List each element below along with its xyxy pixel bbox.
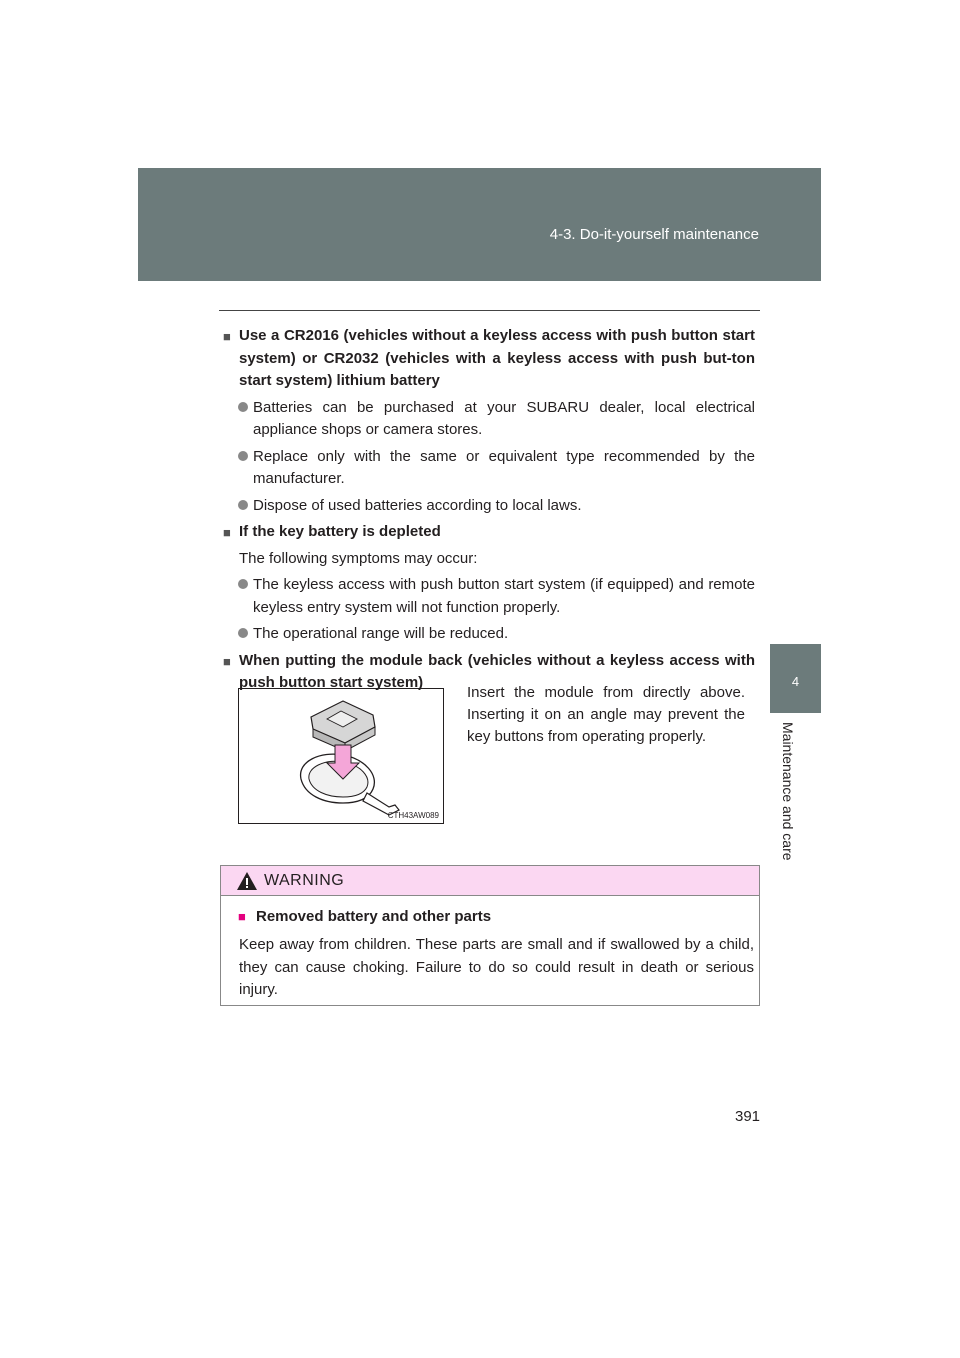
bullet-list — [222, 397, 755, 518]
bullet-dot-icon — [238, 579, 248, 589]
page-number: 391 — [735, 1108, 761, 1125]
section-heading — [222, 325, 755, 393]
list-item-text: Replace only with the same or equivalent type recommended by the manufacturer. — [253, 447, 755, 487]
chapter-label: Maintenance and care — [780, 722, 796, 861]
warning-header — [221, 866, 759, 896]
section-heading-text: If the key battery is depleted — [239, 523, 441, 540]
chapter-tab — [770, 644, 821, 713]
section-title: 4-3. Do-it-yourself maintenance — [549, 226, 759, 243]
square-bullet-icon: ■ — [223, 525, 231, 540]
square-bullet-icon: ■ — [223, 329, 231, 344]
figure-caption: Insert the module from directly above. Inserting it on an angle may prevent the key buttons from operating properly. — [467, 684, 745, 745]
warning-box — [220, 865, 760, 1006]
warning-subheading — [238, 908, 491, 925]
chapter-number: 4 — [791, 674, 800, 689]
warning-triangle-icon — [236, 871, 258, 891]
list-item-text: Dispose of used batteries according to local laws. — [253, 496, 582, 514]
list-item — [222, 495, 755, 518]
key-insert-diagram — [239, 689, 444, 824]
list-item — [222, 623, 755, 646]
bullet-dot-icon — [238, 500, 248, 510]
content — [222, 325, 755, 695]
section-heading-text: When putting the module back (vehicles without a keyless access with push button start system) — [239, 651, 755, 691]
list-item — [222, 397, 755, 442]
section-heading — [222, 521, 755, 544]
square-bullet-icon: ■ — [223, 653, 231, 669]
list-item-text: The operational range will be reduced. — [253, 625, 509, 642]
bullet-dot-icon — [238, 628, 248, 638]
key-module-illustration — [238, 688, 444, 824]
warning-subheading-text: Removed battery and other parts — [256, 908, 492, 925]
list-item-text: The keyless access with push button start system (if equipped) and remote keyless entry system will not function properly. — [253, 576, 755, 616]
list-item — [222, 446, 755, 491]
list-item-text: Batteries can be purchased at your SUBARU dealer, local electrical appliance shops or camera stores. — [253, 398, 755, 438]
list-item — [222, 574, 755, 619]
section-depleted-battery — [222, 521, 755, 646]
square-bullet-icon: ■ — [238, 909, 246, 924]
bullet-list — [222, 574, 755, 646]
figure-code: CTH43AW089 — [387, 811, 439, 820]
warning-text: Keep away from children. These parts are small and if swallowed by a child, they can cause choking. Failure to do so could result in death or serious injury. — [239, 936, 754, 998]
section-intro: The following symptoms may occur: — [239, 549, 478, 567]
bullet-dot-icon — [238, 402, 248, 412]
section-heading-text: Use a CR2016 (vehicles without a keyless access with push button start system) or CR2032 (vehicles with a keyless access with push but-ton start system) lithium battery — [239, 327, 755, 389]
header-band — [138, 168, 821, 281]
section-battery-type — [222, 325, 755, 517]
bullet-dot-icon — [238, 451, 248, 461]
top-rule — [219, 310, 760, 311]
warning-title: WARNING — [264, 872, 345, 889]
